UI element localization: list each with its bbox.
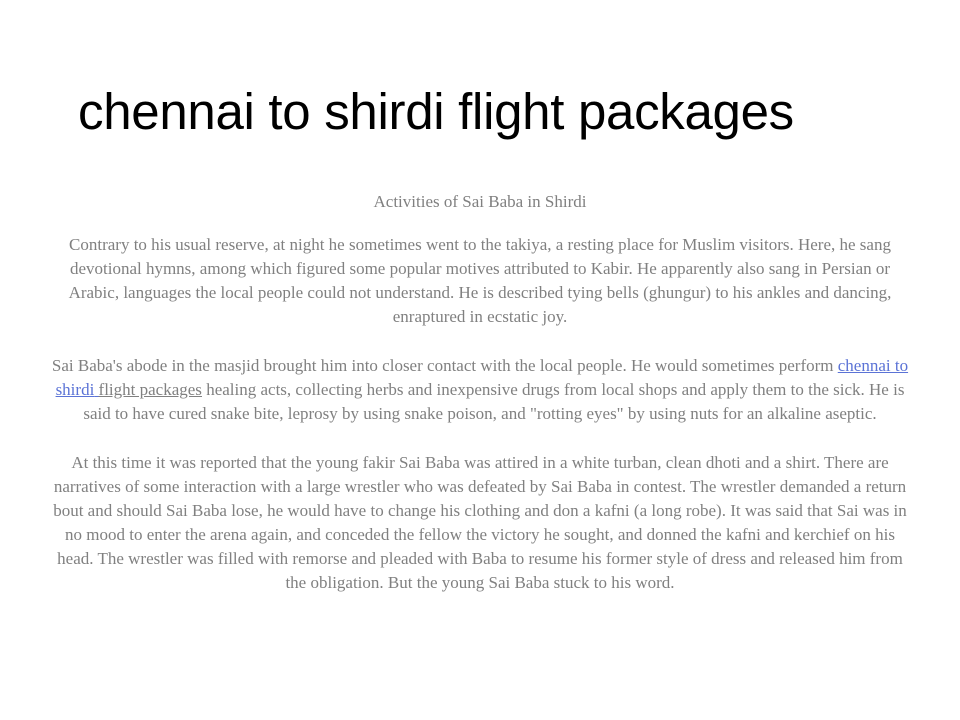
paragraph-3: At this time it was reported that the young fakir Sai Baba was attired in a white turban, clean dhoti and a shirt. There are narratives of some interaction with a large wrestler who was defeated by Sai Baba in contest. The wrestler demanded a return bout and should Sai Baba lose, he would have to change his clothing and don a kafni (a long robe). It was said that Sai was in no mood to enter the arena again, and conceded the fellow the victory he sought, and donned the kafni and kerchief on his head. The wrestler was filled with remorse and pleaded with Baba to resume his former style of dress and released him from the obligation. But the young Sai Baba stuck to his word. [53,453,907,592]
paragraph-2-text-before: Sai Baba's abode in the masjid brought him into closer contact with the local people. He would sometimes perform [51,356,838,375]
link-text-tail[interactable]: flight packages [98,380,202,399]
slide-body [48,190,912,595]
section-heading: Activities of Sai Baba in Shirdi [373,192,587,211]
page-title: chennai to shirdi flight packages [78,83,794,140]
paragraph-2 [48,354,912,426]
link-text[interactable]: chennai to shirdi [55,356,909,399]
paragraph-2-text-after: healing acts, collecting herbs and inexpensive drugs from local shops and apply them to the sick. He is said to have cured snake bite, leprosy by using snake poison, and "rotting eyes" by using nuts for an alkaline aseptic. [83,380,905,423]
paragraph-1: Contrary to his usual reserve, at night he sometimes went to the takiya, a resting place for Muslim visitors. Here, he sang devotional hymns, among which figured some popular motives attributed to Kabir. He apparently also sang in Persian or Arabic, languages the local people could not understand. He is described tying bells (ghungur) to his ankles and dancing, enraptured in ecstatic joy. [68,235,892,326]
